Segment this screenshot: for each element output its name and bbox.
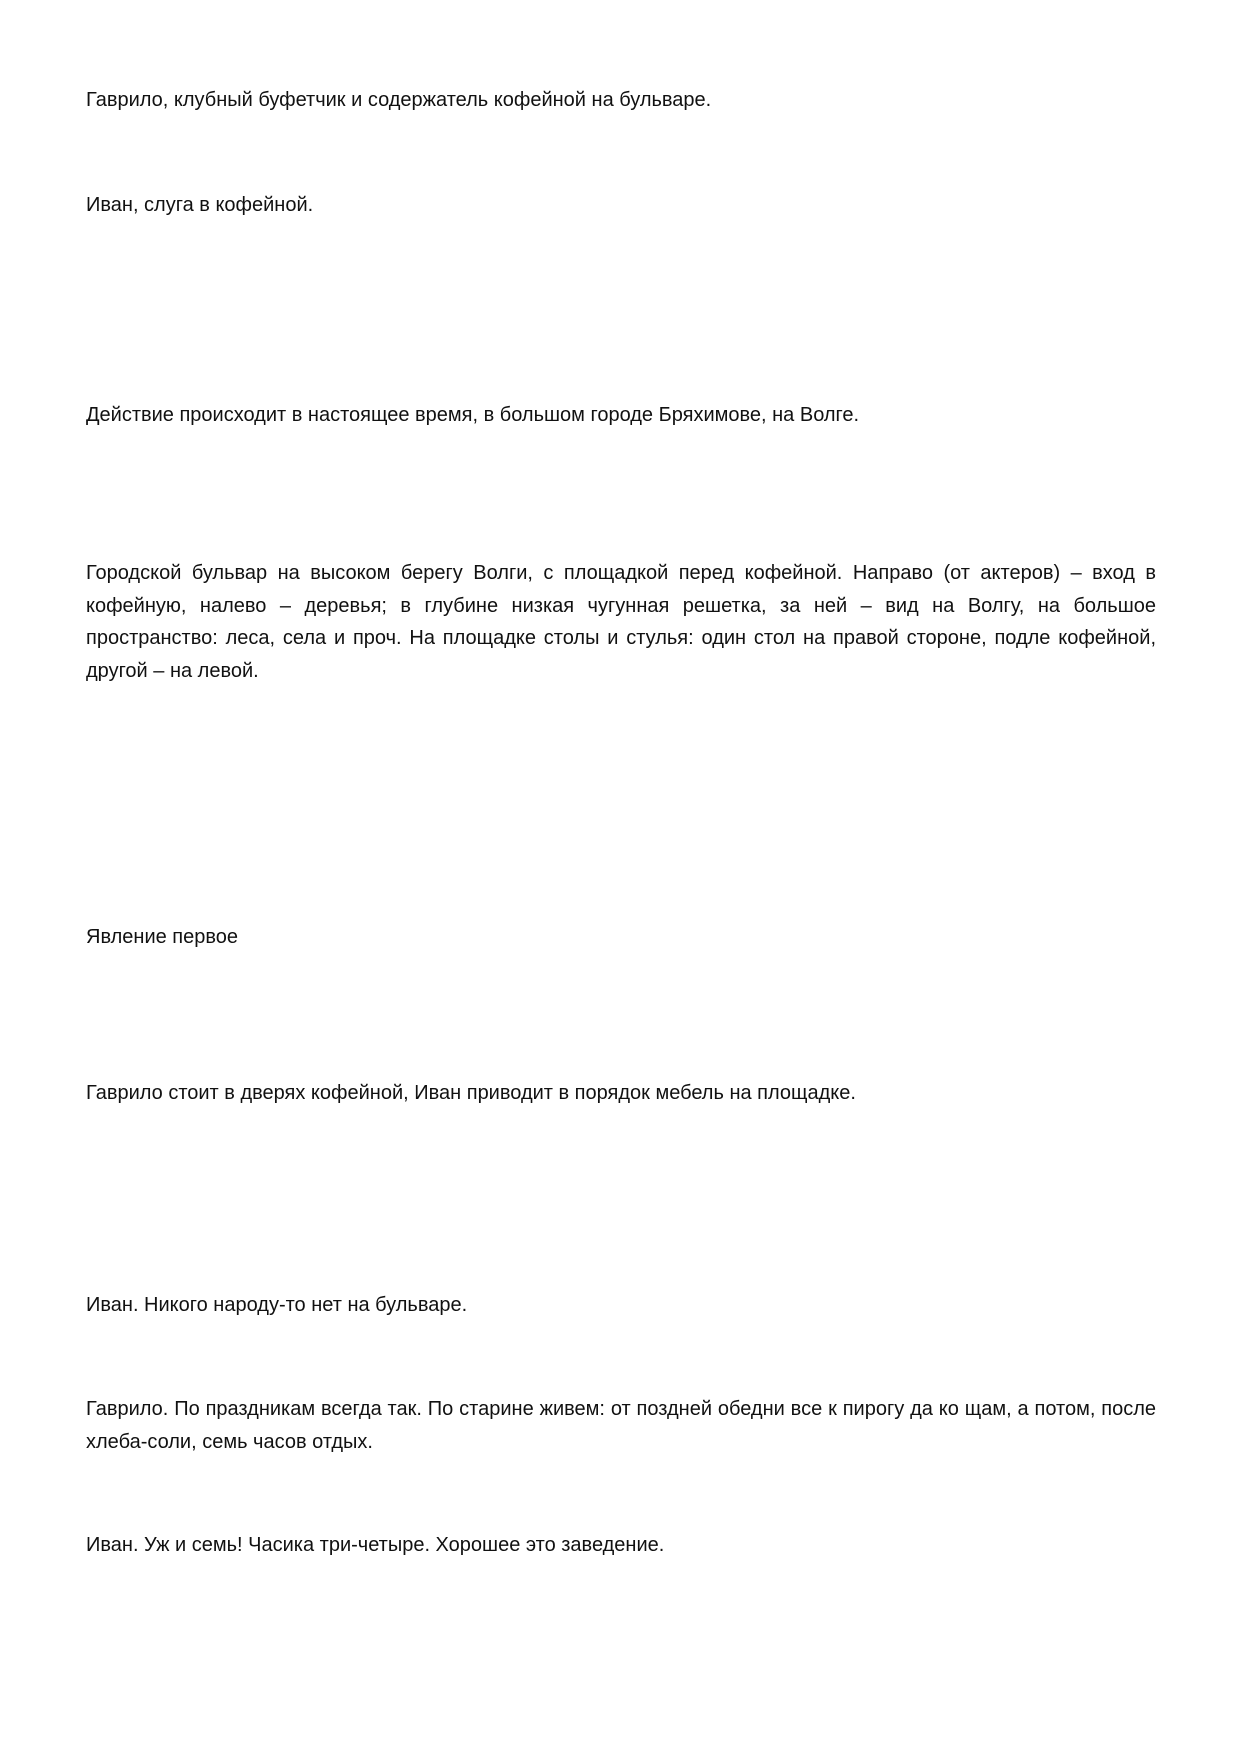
stage-description: Городской бульвар на высоком берегу Волги, с площадкой перед кофейной. Направо (от актеров) – вход в кофейную, налево – деревья; в глубине низкая чугунная решетка, за ней – вид на Волгу, на большое пространство: леса, села и проч. На площадке столы и стулья: один стол на правой стороне, подле кофейной, другой – на левой.: [86, 562, 1156, 682]
character-gavrilo: Гаврило, клубный буфетчик и содержатель кофейной на бульваре.: [86, 89, 712, 111]
dialogue-line: Гаврило. По праздникам всегда так. По старине живем: от поздней обедни все к пирогу да ко щам, а потом, после хлеба-соли, семь часов отдых.: [86, 1398, 1156, 1453]
setting-note: Действие происходит в настоящее время, в большом городе Бряхимове, на Волге.: [86, 404, 860, 426]
scene-heading: Явление первое: [86, 926, 239, 948]
dialogue-line: Иван. Уж и семь! Часика три-четыре. Хорошее это заведение.: [86, 1534, 665, 1556]
dialogue-line: Иван. Никого народу-то нет на бульваре.: [86, 1294, 468, 1316]
character-ivan: Иван, слуга в кофейной.: [86, 194, 314, 216]
stage-direction: Гаврило стоит в дверях кофейной, Иван приводит в порядок мебель на площадке.: [86, 1082, 856, 1104]
